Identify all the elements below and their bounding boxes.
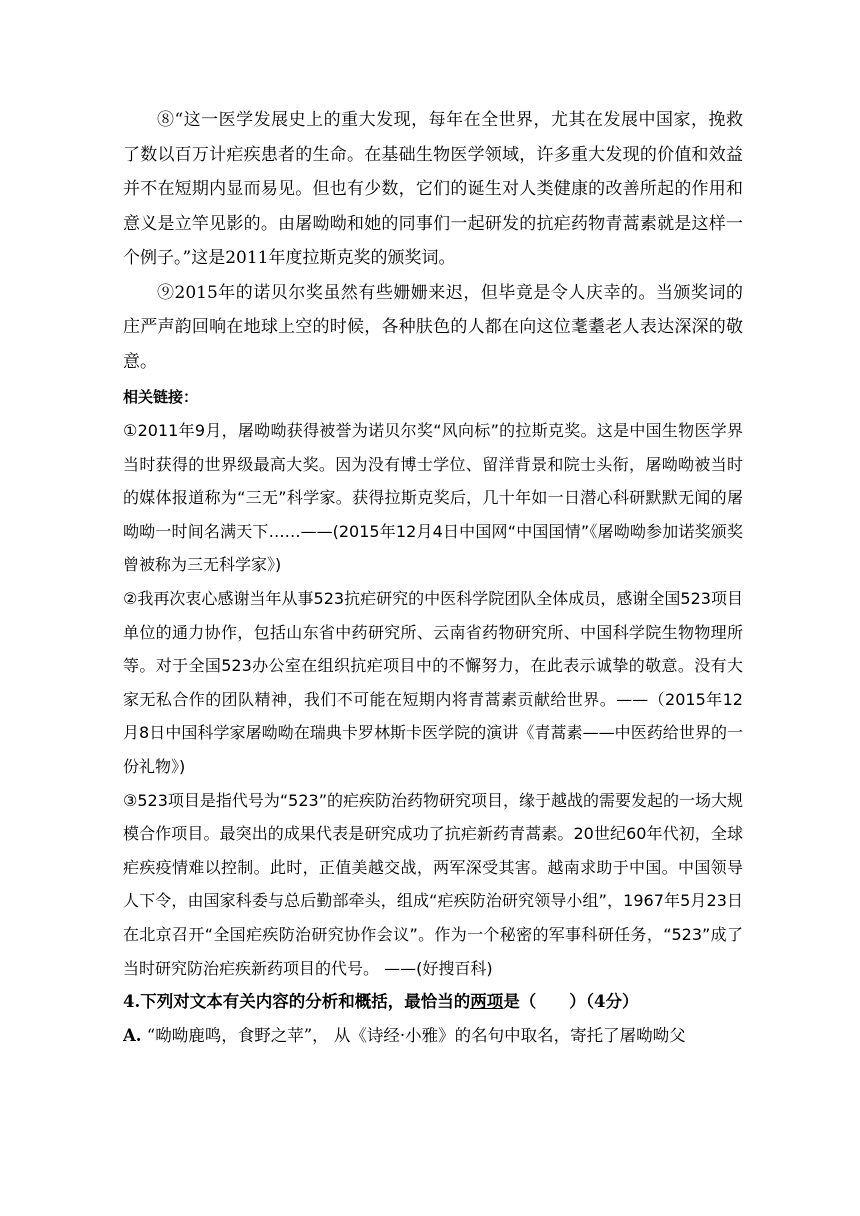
- option-a-text: “呦呦鹿鸣，食野之苹”， 从《诗经·小雅》的名句中取名，寄托了屠呦呦父: [146, 1026, 686, 1046]
- question-4-emphasis: 两项: [470, 992, 504, 1012]
- question-4-prefix: 4.下列对文本有关内容的分析和概括，最恰当的: [123, 992, 471, 1012]
- related-links-title: 相关链接：: [123, 388, 199, 406]
- document-body: [123, 103, 743, 1053]
- related-link-2: ②我再次衷心感谢当年从事523抗疟研究的中医科学院团队全体成员，感谢全国523项目单位的通力协作，包括山东省中药研究所、云南省药物研究所、中国科学院生物物理所等。对于全国523办公室在组织抗疟项目中的不懈努力，在此表示诚挚的敬意。没有大家无私合作的团队精神，我们不可能在短期内将青蒿素贡献给世界。——（2015年12月8日中国科学家屠呦呦在瑞典卡罗林斯卡医学院的演讲《青蒿素——中医药给世界的一份礼物》): [123, 588, 743, 776]
- option-a-letter: A.: [123, 1026, 142, 1046]
- related-link-3: ③523项目是指代号为“523”的疟疾防治药物研究项目，缘于越战的需要发起的一场大规模合作项目。最突出的成果代表是研究成功了抗疟新药青蒿素。20世纪60年代初，全球疟疾疫情难以控制。此时，正值美越交战，两军深受其害。越南求助于中国。中国领导人下令，由国家科委与总后勤部牵头，组成“疟疾防治研究领导小组”，1967年5月23日在北京召开“全国疟疾防治研究协作会议”。作为一个秘密的军事科研任务，“523”成了当时研究防治疟疾新药项目的代号。 ——(好搜百科): [123, 790, 744, 978]
- paragraph-9: ⑨2015年的诺贝尔奖虽然有些姗姗来迟，但毕竟是令人庆幸的。当颁奖词的庄严声韵回响在地球上空的时候，各种肤色的人都在向这位耄耋老人表达深深的敬意。: [123, 282, 743, 372]
- option-a: [123, 1019, 743, 1053]
- question-4-suffix: 是（ ）（4分）: [503, 992, 639, 1012]
- related-link-1: ①2011年9月，屠呦呦获得被誉为诺贝尔奖“风向标”的拉斯克奖。这是中国生物医学界当时获得的世界级最高大奖。因为没有博士学位、留洋背景和院士头衔，屠呦呦被当时的媒体报道称为“三无”科学家。获得拉斯克奖后，几十年如一日潜心科研默默无闻的屠呦呦一时间名满天下……——(2015年12月4日中国网“中国国情”《屠呦呦参加诺奖颁奖曾被称为三无科学家》): [123, 421, 743, 575]
- related-links-section: [123, 381, 743, 985]
- question-4: [123, 985, 743, 1019]
- paragraph-8: ⑧“这一医学发展史上的重大发现，每年在全世界，尤其在发展中国家，挽救了数以百万计疟疾患者的生命。在基础生物医学领域，许多重大发现的价值和效益并不在短期内显而易见。但也有少数，它们的诞生对人类健康的改善所起的作用和意义是立竿见影的。由屠呦呦和她的同事们一起研发的抗疟药物青蒿素就是这样一个例子。”这是2011年度拉斯克奖的颁奖词。: [123, 110, 743, 268]
